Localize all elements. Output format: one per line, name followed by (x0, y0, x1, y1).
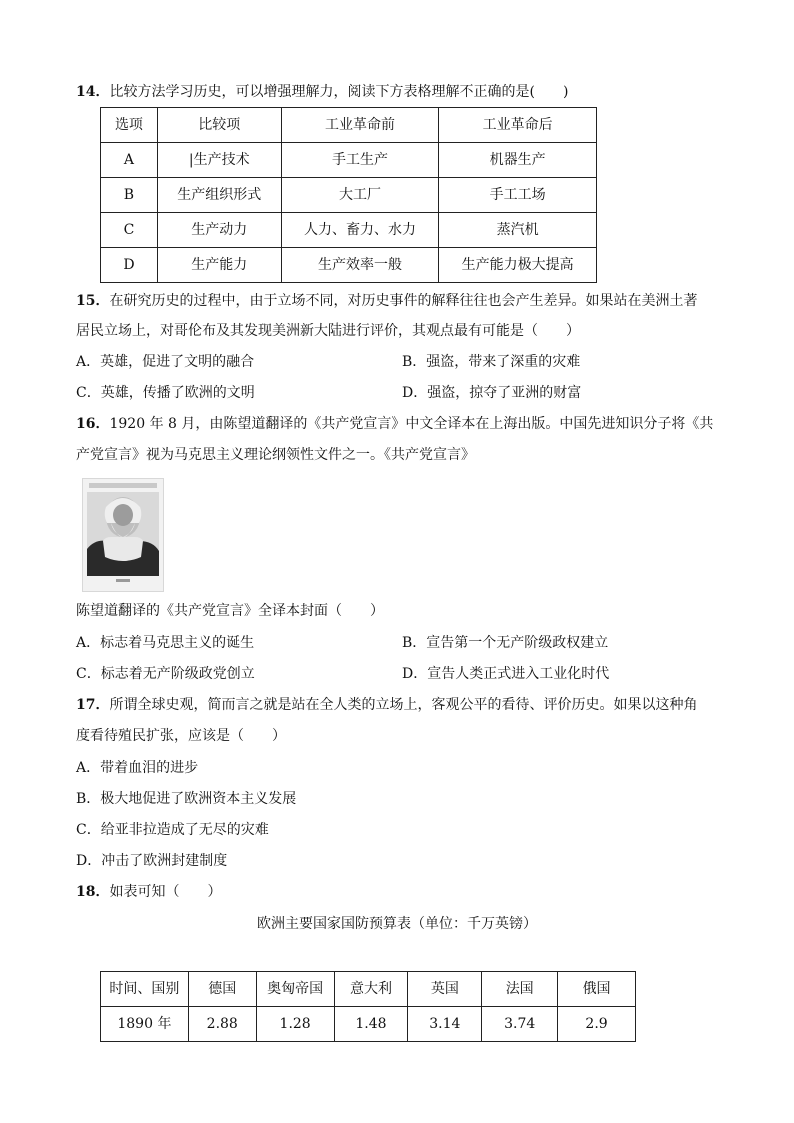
q14-stem (76, 82, 568, 102)
q15-option-d[interactable]: D．强盗，掠夺了亚洲的财富 (402, 385, 582, 401)
table-cell: 1.48 (334, 1007, 408, 1042)
table-header-cell: 选项 (101, 108, 158, 143)
q16-stem-line2: 产党宣言》视为马克思主义理论纲领性文件之一。《共产党宣言》 (76, 447, 475, 463)
q16-option-c[interactable]: C．标志着无产阶级政党创立 (76, 666, 255, 682)
q18-text: 如表可知（ ） (109, 884, 222, 900)
table-cell: 机器生产 (439, 143, 597, 178)
q16-number: 16． (76, 416, 110, 432)
table-cell: 2.9 (558, 1007, 636, 1042)
table-header-cell: 工业革命后 (439, 108, 597, 143)
q15-stem-line2: 居民立场上，对哥伦布及其发现美洲新大陆进行评价，其观点最有可能是（ ） (76, 323, 580, 339)
q15-option-c[interactable]: C．英雄，传播了欧洲的文明 (76, 385, 255, 401)
q15-option-a[interactable]: A．英雄，促进了文明的融合 (76, 354, 255, 370)
table-header-row (101, 108, 597, 143)
table-row (101, 143, 597, 178)
manifesto-cover-image (82, 478, 164, 592)
q17-option-a[interactable]: A．带着血泪的进步 (76, 760, 199, 776)
q17-stem-line2: 度看待殖民扩张，应该是（ ） (76, 728, 286, 744)
table-cell: B (101, 178, 158, 213)
table-cell: 手工工场 (439, 178, 597, 213)
q16-option-d[interactable]: D．宣告人类正式进入工业化时代 (402, 666, 610, 682)
table-header-cell: 比较项 (157, 108, 281, 143)
table-cell: 生产能力 (157, 248, 281, 283)
table-cell: 生产能力极大提高 (439, 248, 597, 283)
table-header-row (101, 972, 636, 1007)
table-cell: 1890 年 (101, 1007, 189, 1042)
q17-option-c[interactable]: C．给亚非拉造成了无尽的灾难 (76, 822, 269, 838)
table-header-cell: 时间、国别 (101, 972, 189, 1007)
table-cell: 3.74 (482, 1007, 558, 1042)
table-cell: D (101, 248, 158, 283)
q17-number: 17． (76, 697, 110, 713)
table-row (101, 248, 597, 283)
table-header-cell: 英国 (408, 972, 482, 1007)
q15-option-b[interactable]: B．强盗，带来了深重的灾难 (402, 354, 581, 370)
table-row (101, 213, 597, 248)
table-cell: 蒸汽机 (439, 213, 597, 248)
table-header-cell: 德国 (188, 972, 256, 1007)
table-cell: 生产动力 (157, 213, 281, 248)
q16-option-a[interactable]: A．标志着马克思主义的诞生 (76, 635, 255, 651)
table-header-cell: 俄国 (558, 972, 636, 1007)
table-cell: 生产组织形式 (157, 178, 281, 213)
table-cell: 2.88 (188, 1007, 256, 1042)
q17-option-b[interactable]: B．极大地促进了欧洲资本主义发展 (76, 791, 297, 807)
q18-table-title: 欧洲主要国家国防预算表（单位：千万英镑） (257, 916, 537, 932)
table-header-cell: 意大利 (334, 972, 408, 1007)
q17-stem-line1 (76, 695, 697, 715)
q16-text-line1: 1920 年 8 月，由陈望道翻译的《共产党宣言》中文全译本在上海出版。中国先进知识分子将《共 (109, 416, 714, 432)
table-cell: 人力、畜力、水力 (281, 213, 439, 248)
table-cell: |生产技术 (157, 143, 281, 178)
table-header-cell: 法国 (482, 972, 558, 1007)
q15-text-line1: 在研究历史的过程中，由于立场不同，对历史事件的解释往往也会产生差异。如果站在美洲土著 (109, 293, 698, 309)
table-cell: 生产效率一般 (281, 248, 439, 283)
q14-number: 14． (76, 84, 110, 100)
q16-caption: 陈望道翻译的《共产党宣言》全译本封面（ ） (76, 603, 384, 619)
table-cell: A (101, 143, 158, 178)
table-cell: C (101, 213, 158, 248)
table-header-cell: 奥匈帝国 (256, 972, 334, 1007)
q18-budget-table (100, 971, 636, 1042)
q14-text: 比较方法学习历史，可以增强理解力，阅读下方表格理解不正确的是( ) (109, 84, 569, 100)
q15-number: 15． (76, 293, 110, 309)
q16-stem-line1 (76, 414, 713, 434)
table-cell: 手工生产 (281, 143, 439, 178)
table-row (101, 1007, 636, 1042)
table-cell: 大工厂 (281, 178, 439, 213)
q17-option-d[interactable]: D．冲击了欧洲封建制度 (76, 853, 228, 869)
table-cell: 3.14 (408, 1007, 482, 1042)
q18-number: 18． (76, 884, 110, 900)
marx-portrait-illustration (83, 479, 163, 591)
q16-option-b[interactable]: B．宣告第一个无产阶级政权建立 (402, 635, 609, 651)
q17-text-line1: 所谓全球史观，简而言之就是站在全人类的立场上，客观公平的看待、评价历史。如果以这种角 (109, 697, 698, 713)
q15-stem-line1 (76, 291, 697, 311)
q14-comparison-table (100, 107, 597, 283)
table-header-cell: 工业革命前 (281, 108, 439, 143)
table-row (101, 178, 597, 213)
table-cell: 1.28 (256, 1007, 334, 1042)
q18-stem (76, 882, 221, 902)
